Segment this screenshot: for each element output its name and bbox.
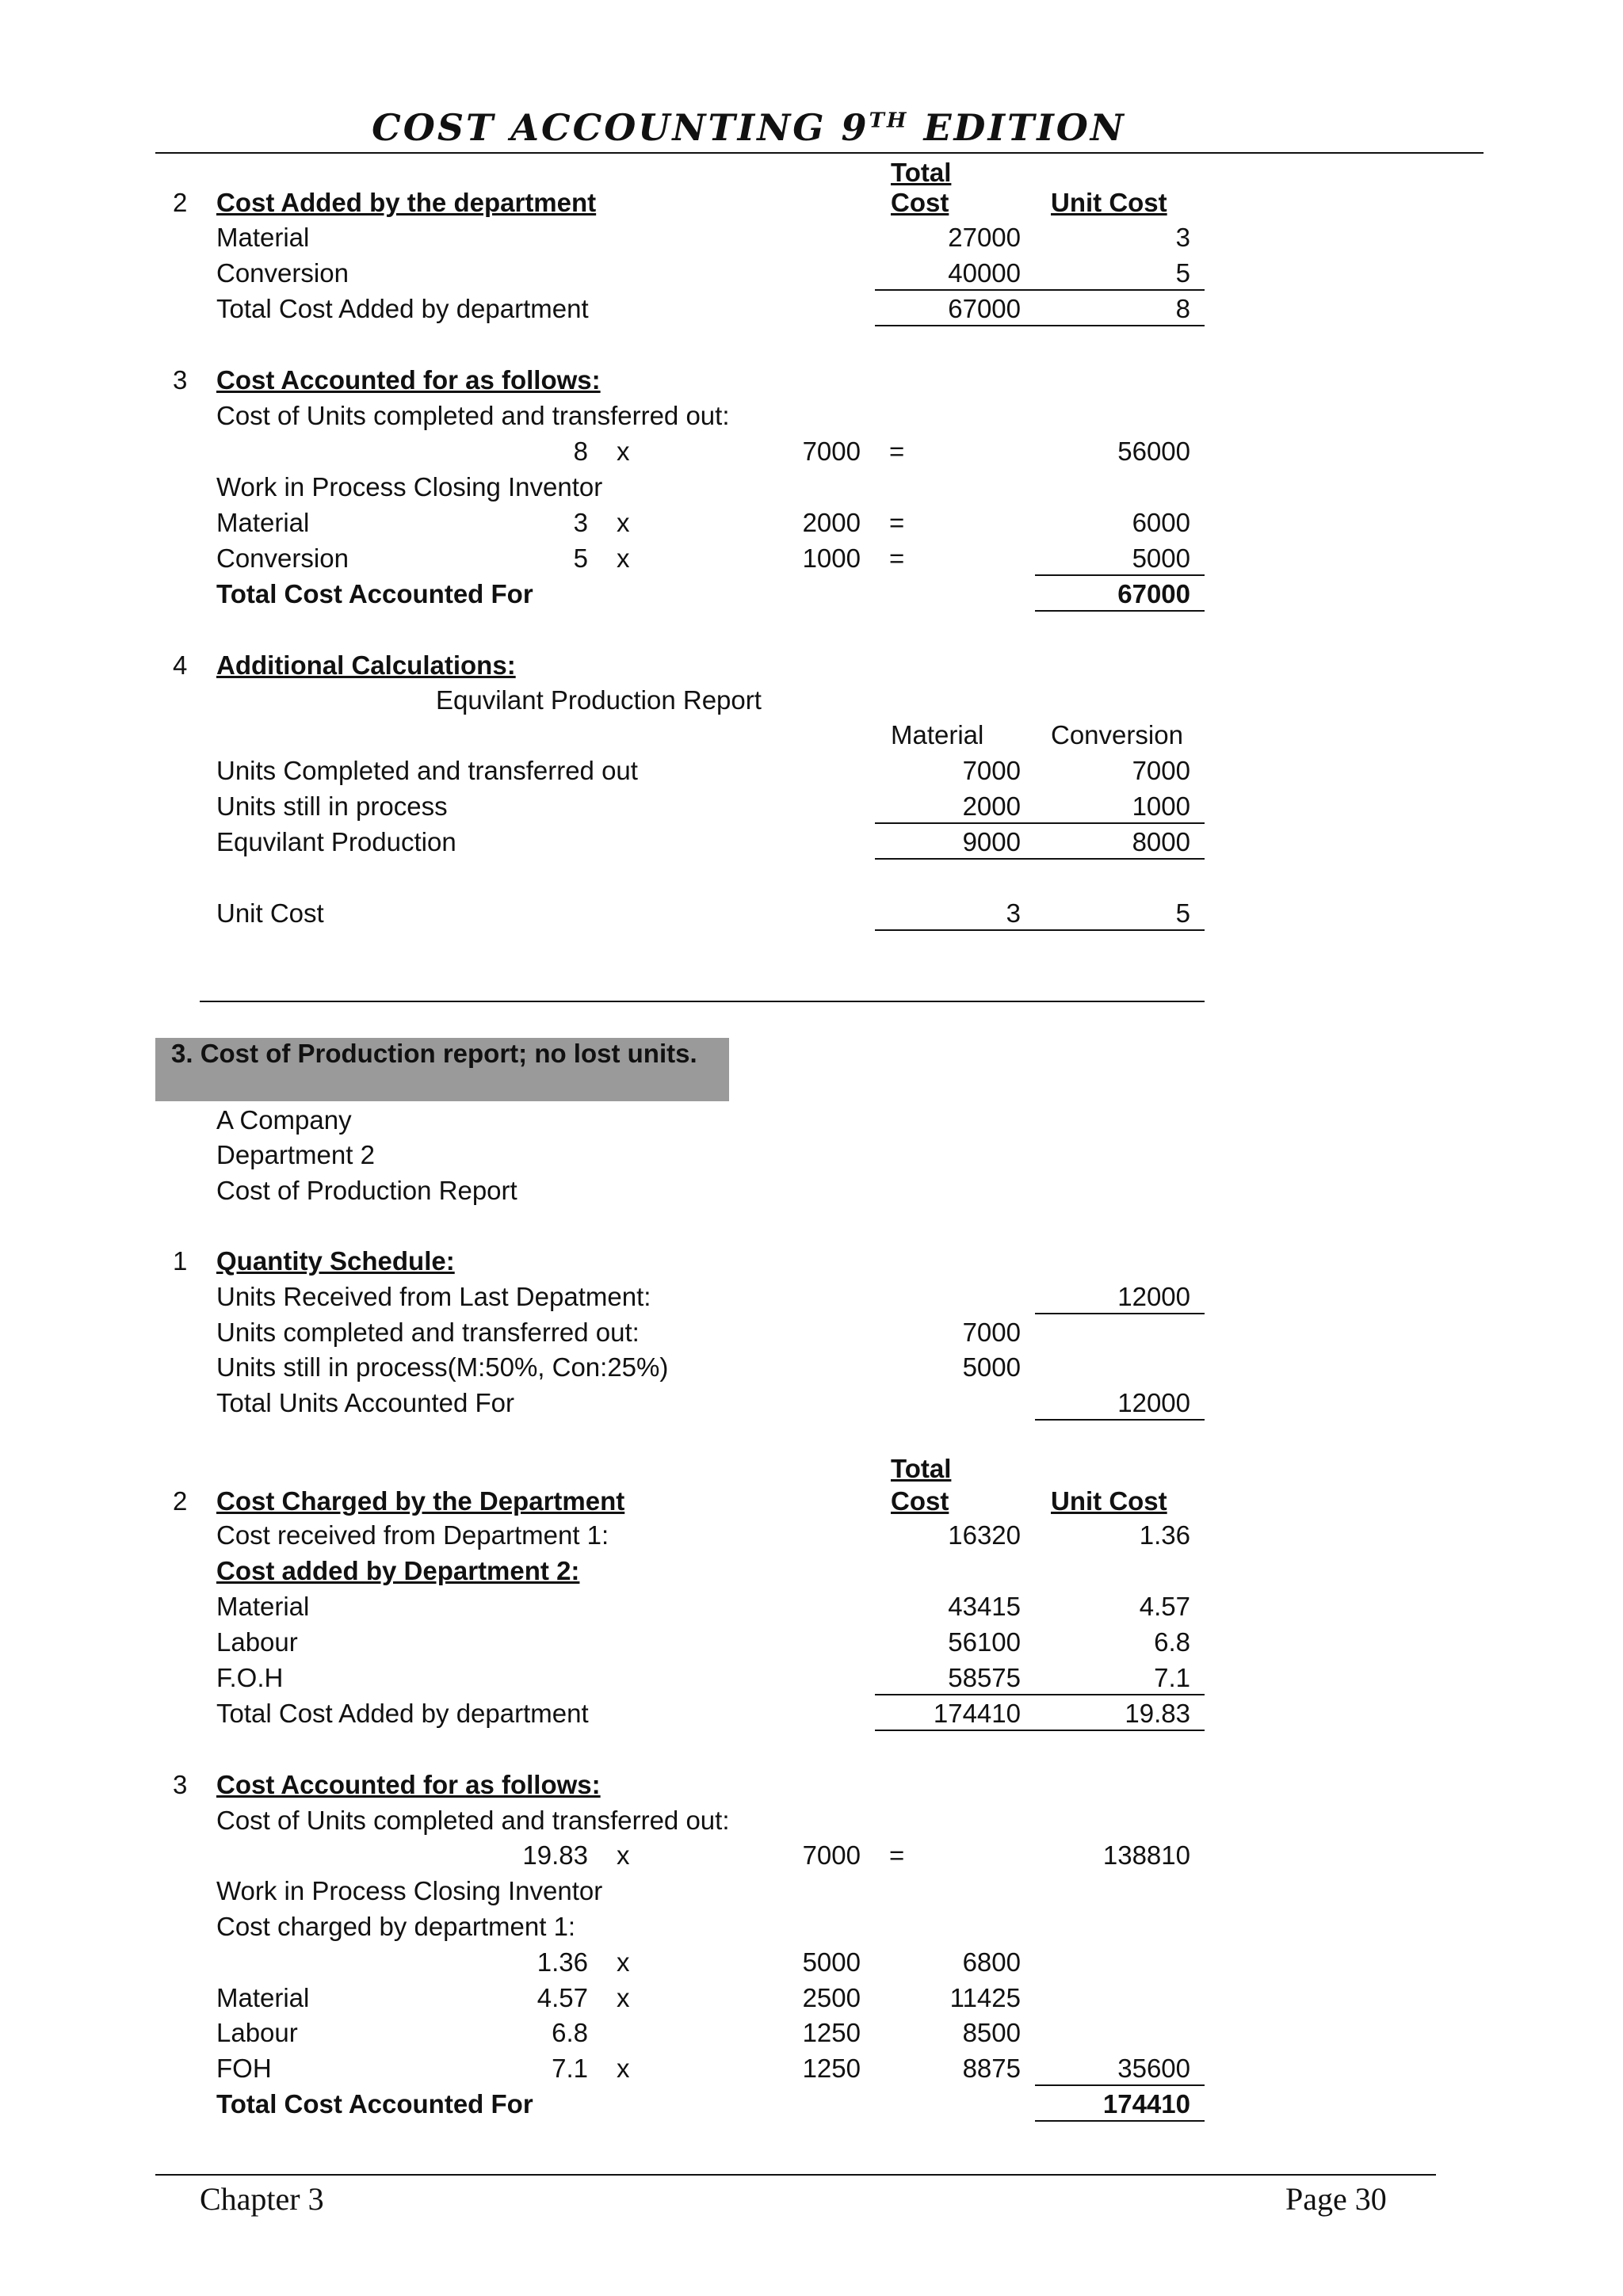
- row-label: Total Cost Added by department: [216, 294, 589, 323]
- row-label: Material: [216, 223, 310, 252]
- rule: [1035, 574, 1205, 576]
- rule: [1035, 2084, 1205, 2086]
- rule: [875, 1694, 1205, 1695]
- row-label: Cost charged by department 1:: [216, 1912, 576, 1941]
- row-label: Conversion: [216, 258, 349, 288]
- multiply-sign: x: [617, 1983, 630, 2012]
- row-label: Units Completed and transferred out: [216, 756, 638, 785]
- section-band-title: 3. Cost of Production report; no lost units.: [171, 1039, 697, 1068]
- total-cost-value: 43415: [948, 1592, 1021, 1621]
- row-label: Unit Cost: [216, 898, 324, 928]
- subtotal-value: 11425: [949, 1983, 1021, 2012]
- section-number: 4: [173, 650, 188, 680]
- amount-value: 138810: [1102, 1840, 1190, 1870]
- unit-cost-value: 19.83: [1125, 1699, 1190, 1728]
- multiply-sign: x: [617, 543, 630, 573]
- col-total-label-2: Cost: [891, 188, 949, 217]
- section-heading: Quantity Schedule:: [216, 1246, 455, 1276]
- department-name: Department 2: [216, 1140, 375, 1169]
- rate-value: 4.57: [537, 1983, 588, 2012]
- rate-value: 5: [573, 543, 588, 573]
- total-label: Total Cost Accounted For: [216, 579, 533, 608]
- col-conversion-label: Conversion: [1051, 720, 1183, 749]
- total-cost-value: 174410: [933, 1699, 1021, 1728]
- unit-cost-value: 1.36: [1139, 1520, 1190, 1550]
- page-header-title: COST ACCOUNTING 9TH EDITION: [372, 106, 1126, 149]
- total-cost-value: 56100: [948, 1627, 1021, 1657]
- row-label: Material: [216, 1592, 310, 1621]
- col-total-label-2: Cost: [891, 1486, 949, 1516]
- section-number: 3: [173, 365, 188, 395]
- equals-sign: =: [889, 543, 905, 573]
- rule: [1035, 2120, 1205, 2122]
- rule: [875, 1730, 1205, 1731]
- rule: [1035, 1419, 1205, 1421]
- rule: [1035, 610, 1205, 612]
- footer-chapter: Chapter 3: [200, 2181, 324, 2217]
- total-amount: 67000: [1117, 579, 1190, 608]
- row-label: Labour: [216, 2018, 298, 2047]
- row-label: Work in Process Closing Inventor: [216, 1876, 603, 1905]
- unit-cost-value: 7.1: [1154, 1663, 1190, 1692]
- conversion-value: 1000: [1132, 791, 1190, 821]
- section-divider: [200, 1001, 1205, 1002]
- subtotal-value: 8500: [962, 2018, 1021, 2047]
- row-label: FOH: [216, 2054, 272, 2083]
- header-rule: [155, 152, 1484, 154]
- row-label: F.O.H: [216, 1663, 284, 1692]
- col-unit-label: Unit Cost: [1051, 1486, 1167, 1516]
- subtotal-value: 6800: [962, 1947, 1021, 1977]
- quantity-value: 2500: [802, 1983, 861, 2012]
- total-label: Total Cost Accounted For: [216, 2089, 533, 2119]
- rule: [875, 289, 1205, 291]
- material-value: 9000: [962, 827, 1021, 856]
- rate-value: 7.1: [552, 2054, 588, 2083]
- conversion-value: 5: [1175, 898, 1190, 928]
- row-label: Equvilant Production: [216, 827, 456, 856]
- rule: [875, 325, 1205, 326]
- section-heading: Cost Charged by the Department: [216, 1486, 625, 1516]
- section-heading: Additional Calculations:: [216, 650, 516, 680]
- total-cost-value: 40000: [948, 258, 1021, 288]
- report-title: Equvilant Production Report: [436, 685, 762, 715]
- unit-cost-value: 5: [1175, 258, 1190, 288]
- unit-cost-value: 4.57: [1139, 1592, 1190, 1621]
- row-label: Labour: [216, 1627, 298, 1657]
- quantity-value: 7000: [802, 437, 861, 466]
- unit-cost-value: 3: [1175, 223, 1190, 252]
- col-material-label: Material: [891, 720, 984, 749]
- quantity-value: 2000: [802, 508, 861, 537]
- row-label: Units still in process: [216, 791, 448, 821]
- material-value: 3: [1006, 898, 1021, 928]
- section-number: 1: [173, 1246, 188, 1276]
- total-amount: 174410: [1102, 2089, 1190, 2119]
- amount-value: 56000: [1117, 437, 1190, 466]
- amount-value: 35600: [1117, 2054, 1190, 2083]
- rule: [875, 929, 1205, 931]
- row-label: Total Cost Added by department: [216, 1699, 589, 1728]
- row-label: Cost received from Department 1:: [216, 1520, 609, 1550]
- quantity-value: 1250: [802, 2054, 861, 2083]
- units-value: 5000: [962, 1352, 1021, 1382]
- row-label: Units completed and transferred out:: [216, 1318, 640, 1347]
- conversion-value: 8000: [1132, 827, 1190, 856]
- multiply-sign: x: [617, 1947, 630, 1977]
- col-total-label-1: Total: [891, 158, 952, 187]
- amount-value: 6000: [1132, 508, 1190, 537]
- row-label: Units still in process(M:50%, Con:25%): [216, 1352, 669, 1382]
- total-cost-value: 27000: [948, 223, 1021, 252]
- multiply-sign: x: [617, 2054, 630, 2083]
- sub-heading: Cost added by Department 2:: [216, 1556, 580, 1585]
- units-value: 7000: [962, 1318, 1021, 1347]
- rule: [875, 822, 1205, 824]
- col-total-label-1: Total: [891, 1454, 952, 1483]
- rule: [875, 858, 1205, 860]
- material-value: 7000: [962, 756, 1021, 785]
- quantity-value: 5000: [802, 1947, 861, 1977]
- quantity-value: 7000: [802, 1840, 861, 1870]
- quantity-value: 1000: [802, 543, 861, 573]
- conversion-value: 7000: [1132, 756, 1190, 785]
- section-number: 2: [173, 188, 188, 217]
- row-label: Conversion: [216, 543, 349, 573]
- unit-cost-value: 6.8: [1154, 1627, 1190, 1657]
- section-heading: Cost Added by the department: [216, 188, 597, 217]
- unit-cost-value: 8: [1175, 294, 1190, 323]
- multiply-sign: x: [617, 1840, 630, 1870]
- row-label: Work in Process Closing Inventor: [216, 472, 603, 502]
- equals-sign: =: [889, 1840, 905, 1870]
- footer-rule: [155, 2174, 1436, 2176]
- rule: [1035, 1313, 1205, 1314]
- section-heading: Cost Accounted for as follows:: [216, 365, 601, 395]
- amount-value: 5000: [1132, 543, 1190, 573]
- rate-value: 3: [573, 508, 588, 537]
- row-label: Material: [216, 508, 310, 537]
- equals-sign: =: [889, 508, 905, 537]
- row-label: Units Received from Last Depatment:: [216, 1282, 651, 1311]
- material-value: 2000: [962, 791, 1021, 821]
- section-number: 3: [173, 1770, 188, 1799]
- row-label: Total Units Accounted For: [216, 1388, 515, 1417]
- section-number: 2: [173, 1486, 188, 1516]
- footer-page-number: Page 30: [1285, 2181, 1387, 2217]
- row-label: Cost of Units completed and transferred out:: [216, 1806, 730, 1835]
- report-name: Cost of Production Report: [216, 1176, 517, 1205]
- col-unit-label: Unit Cost: [1051, 188, 1167, 217]
- rate-value: 6.8: [552, 2018, 588, 2047]
- rate-value: 1.36: [537, 1947, 588, 1977]
- row-label: Cost of Units completed and transferred out:: [216, 401, 730, 430]
- multiply-sign: x: [617, 437, 630, 466]
- total-cost-value: 58575: [948, 1663, 1021, 1692]
- total-cost-value: 16320: [948, 1520, 1021, 1550]
- total-cost-value: 67000: [948, 294, 1021, 323]
- rate-value: 8: [573, 437, 588, 466]
- quantity-value: 1250: [802, 2018, 861, 2047]
- amount-value: 12000: [1117, 1388, 1190, 1417]
- rate-value: 19.83: [522, 1840, 588, 1870]
- amount-value: 12000: [1117, 1282, 1190, 1311]
- subtotal-value: 8875: [962, 2054, 1021, 2083]
- multiply-sign: x: [617, 508, 630, 537]
- company-name: A Company: [216, 1105, 352, 1135]
- section-heading: Cost Accounted for as follows:: [216, 1770, 601, 1799]
- equals-sign: =: [889, 437, 905, 466]
- row-label: Material: [216, 1983, 310, 2012]
